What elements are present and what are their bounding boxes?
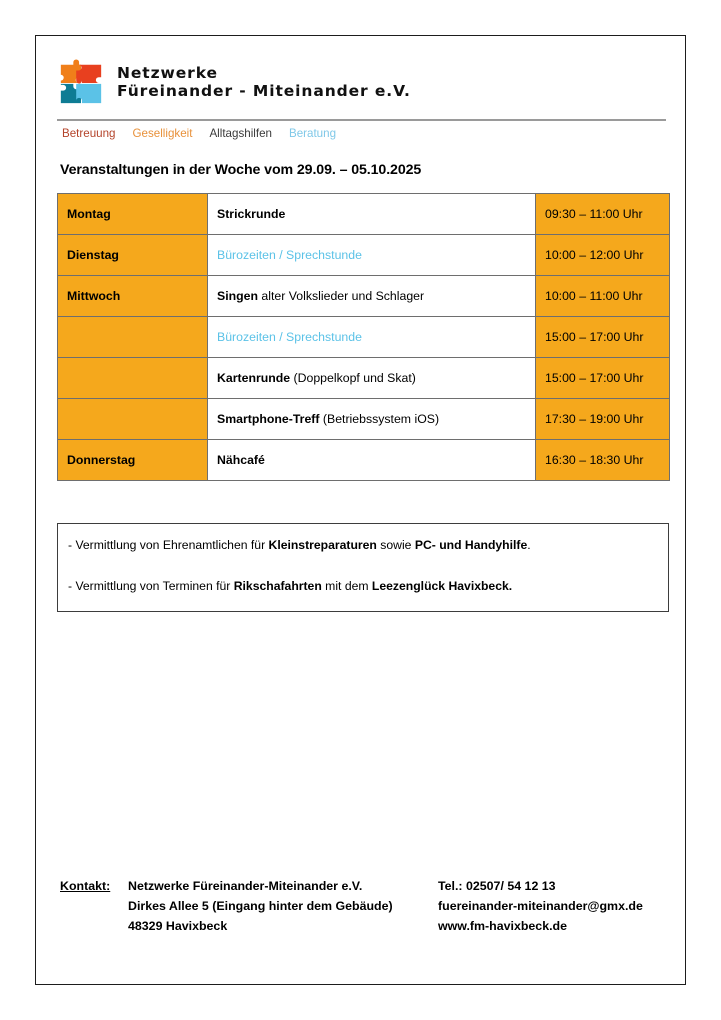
cell-day — [58, 399, 208, 440]
cell-day — [58, 317, 208, 358]
org-name-line2: Füreinander - Miteinander e.V. — [117, 82, 411, 100]
nav-item-beratung[interactable]: Beratung — [288, 127, 337, 140]
document-page — [35, 35, 686, 985]
event-name: Nähcafé — [217, 453, 265, 467]
contact-label: Kontakt: — [60, 879, 111, 893]
note-text: - Vermittlung von Ehrenamtlichen für — [68, 538, 269, 552]
cell-day: Mittwoch — [58, 276, 208, 317]
cell-day — [58, 358, 208, 399]
cell-event — [208, 399, 536, 440]
cell-event — [208, 194, 536, 235]
table-row — [58, 399, 670, 440]
services-notes-box — [57, 523, 669, 612]
cell-event — [208, 440, 536, 481]
table-row — [58, 194, 670, 235]
event-name: Strickrunde — [217, 207, 286, 221]
nav-item-geselligkeit[interactable]: Geselligkeit — [132, 127, 193, 140]
note-highlight: PC- und Handyhilfe — [414, 538, 528, 552]
nav-item-alltagshilfen[interactable]: Alltagshilfen — [209, 127, 272, 140]
event-name: Bürozeiten / Sprechstunde — [217, 248, 362, 262]
table-row — [58, 358, 670, 399]
note-highlight: Rikschafahrten — [233, 578, 322, 593]
contact-address-line: Netzwerke Füreinander-Miteinander e.V. — [128, 879, 363, 893]
cell-time: 16:30 – 18:30 Uhr — [536, 440, 670, 481]
cell-event — [208, 358, 536, 399]
note-text: mit dem — [321, 578, 372, 593]
cell-event — [208, 235, 536, 276]
cell-time: 17:30 – 19:00 Uhr — [536, 399, 670, 440]
contact-communication — [438, 876, 643, 936]
event-name: Bürozeiten / Sprechstunde — [217, 330, 362, 344]
cell-day: Dienstag — [58, 235, 208, 276]
event-detail: alter Volkslieder und Schlager — [258, 289, 425, 303]
event-name: Singen — [217, 289, 258, 303]
note-highlight: Leezenglück Havixbeck. — [371, 578, 513, 593]
document-header — [57, 53, 666, 111]
page-content — [57, 53, 666, 974]
contact-address-line: 48329 Havixbeck — [128, 919, 228, 934]
cell-day: Donnerstag — [58, 440, 208, 481]
cell-time: 09:30 – 11:00 Uhr — [536, 194, 670, 235]
contact-website[interactable]: www.fm-havixbeck.de — [438, 919, 567, 934]
nav-item-betreuung[interactable]: Betreuung — [62, 127, 116, 140]
cell-event — [208, 276, 536, 317]
cell-time: 15:00 – 17:00 Uhr — [536, 358, 670, 399]
event-detail: (Doppelkopf und Skat) — [290, 371, 416, 385]
cell-time: 10:00 – 12:00 Uhr — [536, 235, 670, 276]
event-name: Smartphone-Treff — [217, 412, 320, 426]
note-item — [68, 538, 658, 554]
event-detail: (Betriebssystem iOS) — [319, 412, 440, 426]
table-row — [58, 235, 670, 276]
cell-day: Montag — [58, 194, 208, 235]
header-divider — [57, 119, 666, 121]
table-row — [58, 317, 670, 358]
table-row — [58, 440, 670, 481]
note-text: sowie — [376, 538, 415, 552]
contact-footer — [60, 876, 643, 936]
note-text: - Vermittlung von Terminen für — [68, 578, 234, 593]
note-highlight: Kleinstreparaturen — [268, 538, 377, 552]
cell-time: 10:00 – 11:00 Uhr — [536, 276, 670, 317]
org-name-line1: Netzwerke — [117, 63, 218, 82]
event-name: Kartenrunde — [217, 371, 291, 385]
cell-event — [208, 317, 536, 358]
note-text: . — [527, 538, 531, 552]
contact-email[interactable]: fuereinander-miteinander@gmx.de — [438, 899, 643, 914]
contact-phone: Tel.: 02507/ 54 12 13 — [438, 879, 556, 893]
note-item — [68, 579, 658, 595]
contact-address — [128, 876, 438, 936]
schedule-table — [57, 193, 670, 481]
page-title: Veranstaltungen in der Woche vom 29.09. – 05.10.2025 — [60, 162, 422, 178]
org-name — [117, 64, 411, 101]
service-nav — [57, 127, 666, 140]
puzzle-four-pieces-icon — [57, 58, 105, 106]
cell-time: 15:00 – 17:00 Uhr — [536, 317, 670, 358]
contact-address-line: Dirkes Allee 5 (Eingang hinter dem Gebäude) — [128, 899, 393, 914]
table-row — [58, 276, 670, 317]
